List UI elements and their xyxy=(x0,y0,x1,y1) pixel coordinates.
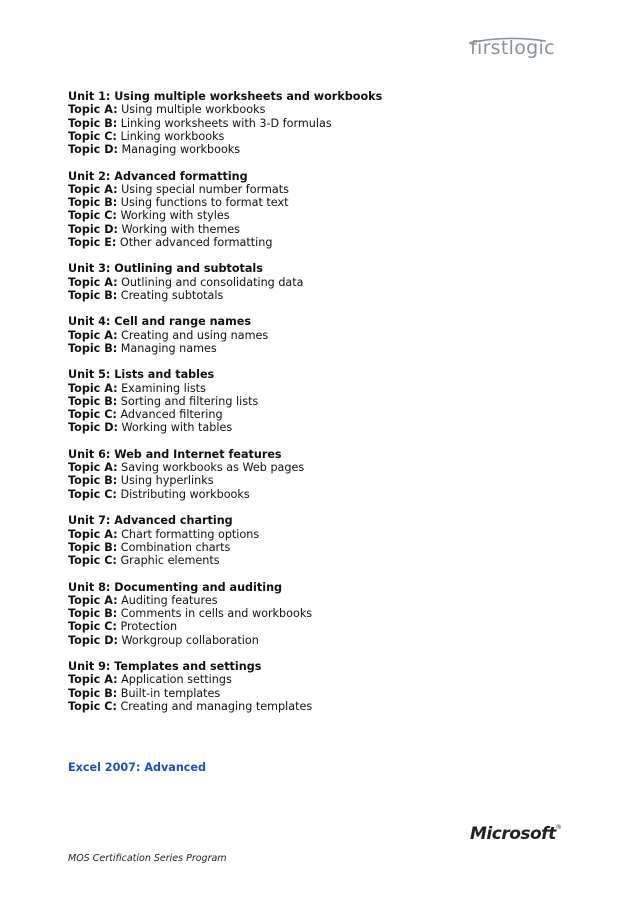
topic-line xyxy=(68,395,588,408)
topic-text: Built-in templates xyxy=(120,686,221,700)
topic-text: Distributing workbooks xyxy=(120,487,250,501)
topic-line xyxy=(68,276,588,289)
topic-text: Working with themes xyxy=(121,222,240,236)
topic-line xyxy=(68,342,588,355)
topic-line xyxy=(68,421,588,434)
topic-label: Topic B: xyxy=(68,341,118,355)
topic-label: Topic C: xyxy=(68,699,117,713)
topic-line xyxy=(68,554,588,567)
topic-text: Advanced filtering xyxy=(120,408,223,422)
topic-text: Creating and using names xyxy=(121,328,269,342)
unit-4 xyxy=(68,315,588,355)
unit-8 xyxy=(68,581,588,647)
topic-text: Graphic elements xyxy=(120,554,220,568)
topic-line xyxy=(68,289,588,302)
topic-line xyxy=(68,474,588,487)
topic-line xyxy=(68,673,588,686)
topic-text: Managing names xyxy=(120,341,217,355)
topic-line xyxy=(68,103,588,116)
topic-text: Working with tables xyxy=(121,421,233,435)
topic-line xyxy=(68,634,588,647)
unit-5 xyxy=(68,368,588,434)
topic-line xyxy=(68,488,588,501)
topic-label: Topic D: xyxy=(68,222,118,236)
unit-title: Unit 7: Advanced charting xyxy=(68,514,233,528)
topic-text: Creating subtotals xyxy=(120,288,224,302)
topic-line xyxy=(68,382,588,395)
course-title: Excel 2007: Advanced xyxy=(68,761,207,774)
topic-text: Using multiple workbooks xyxy=(121,103,266,117)
topic-label: Topic B: xyxy=(68,116,118,130)
unit-title: Unit 5: Lists and tables xyxy=(68,368,215,382)
unit-9 xyxy=(68,660,588,713)
topic-text: Examining lists xyxy=(121,381,206,395)
logo-text: firstlogic xyxy=(470,37,555,59)
topic-text: Working with styles xyxy=(120,209,230,223)
topic-line xyxy=(68,594,588,607)
topic-line xyxy=(68,236,588,249)
unit-title: Unit 6: Web and Internet features xyxy=(68,447,282,461)
topic-label: Topic A: xyxy=(68,103,118,117)
topic-line xyxy=(68,687,588,700)
topic-label: Topic B: xyxy=(68,288,118,302)
unit-title: Unit 9: Templates and settings xyxy=(68,660,262,674)
topic-label: Topic E: xyxy=(68,235,117,249)
topic-line xyxy=(68,196,588,209)
firstlogic-logo xyxy=(466,34,555,64)
topic-line xyxy=(68,461,588,474)
topic-label: Topic A: xyxy=(68,328,118,342)
topic-text: Auditing features xyxy=(121,593,218,607)
topic-text: Chart formatting options xyxy=(121,527,260,541)
topic-label: Topic B: xyxy=(68,607,118,621)
topic-line xyxy=(68,183,588,196)
topic-text: Using special number formats xyxy=(121,182,289,196)
topic-label: Topic D: xyxy=(68,421,118,435)
topic-label: Topic D: xyxy=(68,633,118,647)
topic-text: Saving workbooks as Web pages xyxy=(121,461,305,475)
topic-line xyxy=(68,408,588,421)
footer-text: MOS Certification Series Program xyxy=(68,853,227,864)
topic-label: Topic C: xyxy=(68,408,117,422)
trademark-icon: ® xyxy=(555,824,562,831)
topic-text: Outlining and consolidating data xyxy=(121,275,304,289)
unit-3 xyxy=(68,262,588,302)
topic-label: Topic B: xyxy=(68,540,118,554)
topic-label: Topic A: xyxy=(68,182,118,196)
unit-title: Unit 4: Cell and range names xyxy=(68,315,251,329)
topic-line xyxy=(68,117,588,130)
topic-line xyxy=(68,620,588,633)
topic-label: Topic B: xyxy=(68,474,118,488)
topic-text: Combination charts xyxy=(120,540,231,554)
topic-text: Linking workbooks xyxy=(120,129,225,143)
topic-label: Topic B: xyxy=(68,686,118,700)
topic-label: Topic B: xyxy=(68,196,118,210)
topic-text: Linking worksheets with 3-D formulas xyxy=(120,116,332,130)
microsoft-logo xyxy=(470,824,561,844)
topic-line xyxy=(68,209,588,222)
topic-label: Topic A: xyxy=(68,527,118,541)
topic-label: Topic B: xyxy=(68,394,118,408)
unit-1 xyxy=(68,90,588,156)
topic-line xyxy=(68,541,588,554)
topic-label: Topic A: xyxy=(68,673,118,687)
topic-line xyxy=(68,143,588,156)
unit-title: Unit 2: Advanced formatting xyxy=(68,169,248,183)
topic-label: Topic A: xyxy=(68,381,118,395)
topic-label: Topic A: xyxy=(68,461,118,475)
unit-title: Unit 3: Outlining and subtotals xyxy=(68,262,263,276)
topic-label: Topic A: xyxy=(68,275,118,289)
unit-2 xyxy=(68,170,588,250)
topic-label: Topic A: xyxy=(68,593,118,607)
topic-text: Using hyperlinks xyxy=(120,474,214,488)
unit-6 xyxy=(68,448,588,501)
topic-label: Topic C: xyxy=(68,129,117,143)
topic-label: Topic C: xyxy=(68,620,117,634)
topic-line xyxy=(68,130,588,143)
topic-line xyxy=(68,223,588,236)
course-outline xyxy=(68,90,588,726)
topic-line xyxy=(68,607,588,620)
topic-label: Topic C: xyxy=(68,209,117,223)
topic-label: Topic C: xyxy=(68,554,117,568)
topic-label: Topic D: xyxy=(68,143,118,156)
topic-text: Sorting and filtering lists xyxy=(120,394,259,408)
topic-line xyxy=(68,700,588,713)
topic-line xyxy=(68,528,588,541)
unit-title: Unit 8: Documenting and auditing xyxy=(68,580,283,594)
microsoft-logo-text: Microsoft xyxy=(470,824,556,844)
topic-text: Comments in cells and workbooks xyxy=(120,607,313,621)
unit-7 xyxy=(68,514,588,567)
topic-label: Topic C: xyxy=(68,487,117,501)
unit-title: Unit 1: Using multiple worksheets and workbooks xyxy=(68,90,383,103)
topic-text: Application settings xyxy=(121,673,232,687)
topic-text: Managing workbooks xyxy=(121,143,241,156)
topic-text: Protection xyxy=(120,620,178,634)
topic-text: Workgroup collaboration xyxy=(121,633,259,647)
topic-line xyxy=(68,329,588,342)
topic-text: Other advanced formatting xyxy=(119,235,273,249)
topic-text: Creating and managing templates xyxy=(120,699,313,713)
topic-text: Using functions to format text xyxy=(120,196,289,210)
